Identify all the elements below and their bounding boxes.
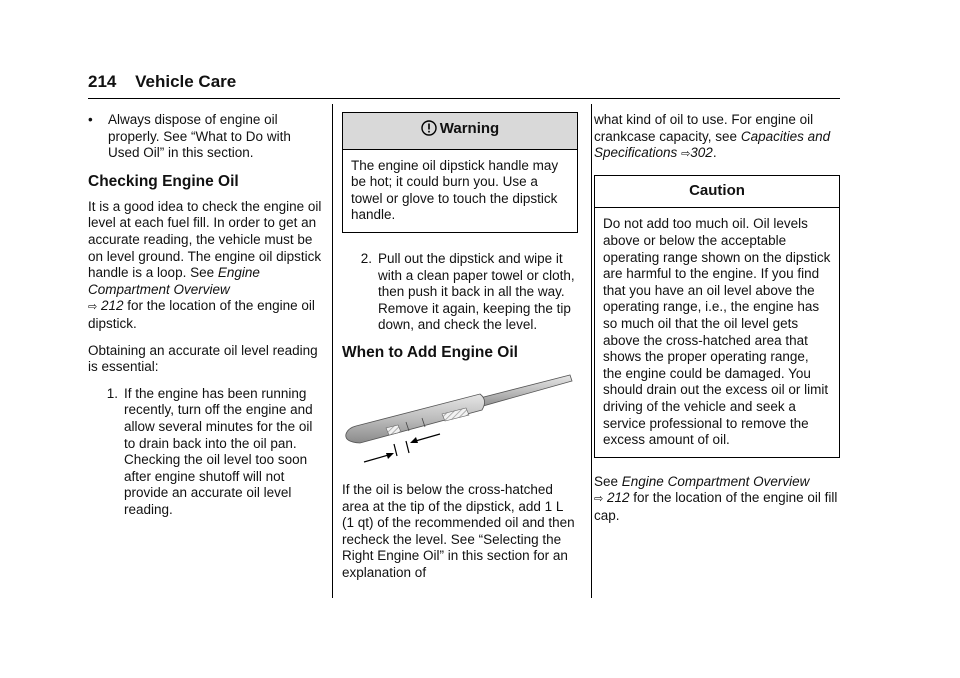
page-header	[88, 72, 840, 92]
caution-body: Do not add too much oil. Oil levels above or below the acceptable operating range shown on the dipstick are harmful to the engine. If you find that you have an oil level above the operating range, i.e., the engine has so much oil that the oil level gets above the cross-hatched area that shows the proper operating range, the engine could be damaged. You should drain out the excess oil or limit driving of the vehicle and seek a service professional to remove the excess amount of oil.	[603, 216, 831, 448]
ref-page-number[interactable]: 212	[606, 490, 630, 506]
dipstick-blade	[346, 394, 485, 443]
bullet-mark: •	[88, 112, 93, 127]
step-2	[342, 251, 578, 334]
para-tail: for the location of the engine oil fill cap.	[594, 490, 838, 523]
step-number: 1.	[106, 385, 118, 401]
step-number: 2.	[360, 250, 372, 266]
column-divider-1	[332, 104, 333, 598]
header-rule	[88, 98, 840, 99]
section-title: Vehicle Care	[135, 72, 237, 91]
step-1	[88, 386, 322, 519]
ref-page-number[interactable]: 302	[690, 145, 713, 161]
bullet-item	[88, 112, 322, 162]
ref-page-number[interactable]: 212	[100, 298, 124, 314]
dipstick-illustration	[342, 370, 578, 470]
column-1	[88, 112, 322, 528]
para-text: It is a good idea to check the engine oil level at each fuel fill. In order to get an accurate reading, the vehicle must be on level ground. The engine oil dipstick handle is a loop. See	[88, 198, 322, 281]
column-3	[594, 112, 840, 534]
page-number: 214	[88, 72, 117, 91]
para-tail: for the location of the engine oil dipstick.	[88, 298, 315, 331]
caution-header: Caution	[595, 176, 839, 209]
dipstick-shaft	[472, 375, 572, 408]
step-text: Pull out the dipstick and wipe it with a clean paper towel or cloth, then push it back in all the way. Remove it again, keeping the tip down, and check the level.	[378, 250, 575, 333]
indicator-line-left	[394, 444, 397, 456]
step-text: If the engine has been running recently, turn off the engine and allow several minutes for the oil to drain back into the oil pan. Checking the oil level too soon after engine shutoff will not provide an accurate oil level reading.	[124, 385, 313, 517]
ref-engine-compartment[interactable]: Engine Compartment Overview	[88, 265, 260, 297]
paragraph-fill-cap	[594, 474, 840, 525]
warning-body: The engine oil dipstick handle may be hot; it could burn you. Use a towel or glove to touch the dipstick handle.	[351, 157, 559, 223]
page-reference-arrow-icon: ⇨	[88, 301, 98, 314]
warning-triangle-icon	[421, 120, 437, 141]
paragraph-add-oil: If the oil is below the cross-hatched area at the tip of the dipstick, add 1 L (1 qt) of the recommended oil and then recheck the level. See “Selecting the Right Engine Oil” in this section for an explanation of	[342, 481, 575, 580]
page-reference-arrow-icon: ⇨	[594, 493, 604, 506]
bullet-text: Always dispose of engine oil properly. See “What to Do with Used Oil” in this section.	[108, 112, 291, 161]
warning-header	[343, 113, 577, 150]
indicator-line-right	[406, 441, 409, 453]
warning-box	[342, 112, 578, 233]
warning-title: Warning	[439, 120, 500, 137]
ref-engine-compartment[interactable]: Engine Compartment Overview	[621, 473, 810, 489]
column-2	[342, 112, 578, 592]
para-tail: .	[712, 145, 717, 161]
para-text: See	[594, 473, 622, 489]
caution-box	[594, 175, 840, 458]
paragraph-accurate-reading: Obtaining an accurate oil level reading is essential:	[88, 342, 318, 375]
paragraph-check-intro	[88, 199, 322, 333]
heading-checking-engine-oil: Checking Engine Oil	[88, 172, 239, 190]
para-text: what kind of oil to use. For engine oil crankcase capacity, see	[594, 112, 814, 144]
paragraph-oil-capacity	[594, 112, 840, 163]
heading-when-to-add-oil: When to Add Engine Oil	[342, 343, 518, 361]
column-divider-2	[591, 104, 592, 598]
page-reference-arrow-icon: ⇨	[681, 148, 691, 161]
ref-capacities-specs[interactable]: Capacities and Specifications	[594, 128, 831, 161]
